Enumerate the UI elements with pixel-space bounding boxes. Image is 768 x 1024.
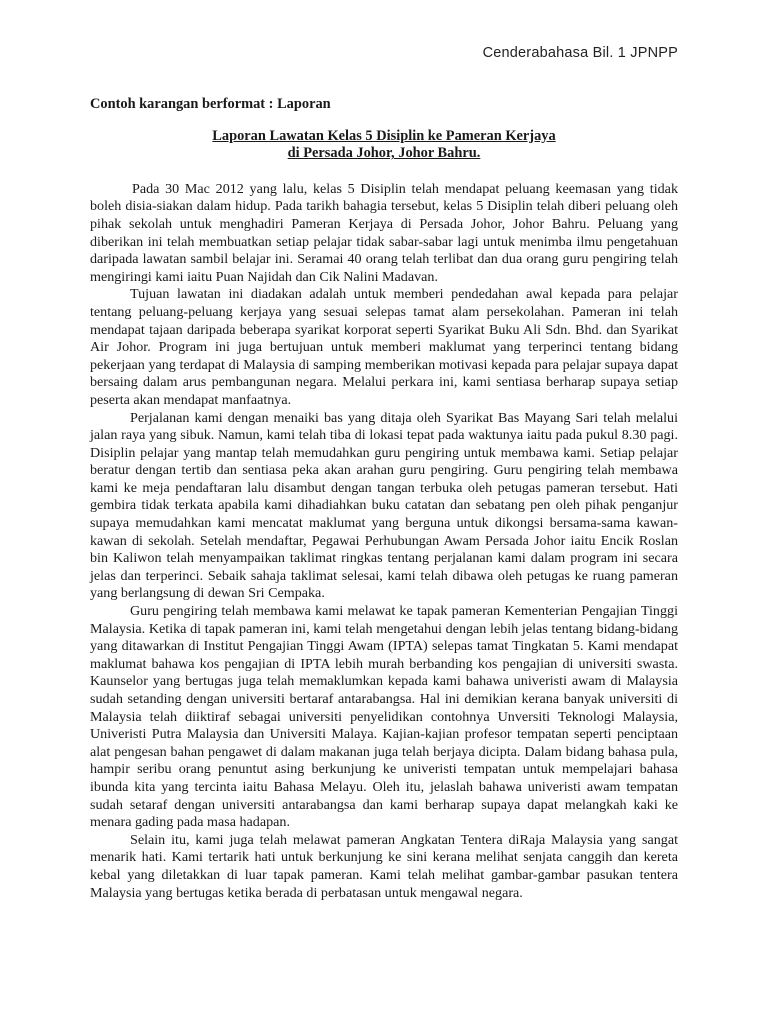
- document-body: [90, 96, 678, 902]
- paragraph-1: Pada 30 Mac 2012 yang lalu, kelas 5 Disiplin telah mendapat peluang keemasan yang tidak boleh disia-siakan dalam hidup. Pada tarikh bahagia tersebut, kelas 5 Disiplin telah diberi peluang oleh pihak sekolah untuk menghadiri Pameran Kerjaya di Persada Johor, Johor Bahru. Peluang yang diberikan ini telah membuatkan setiap pelajar tidak sabar-sabar lagi untuk menimba ilmu pengetahuan daripada lawatan sambil belajar ini. Seramai 40 orang telah terlibat dan dua orang guru pengiring telah mengiringi kami iaitu Puan Najidah dan Cik Nalini Madavan.: [90, 180, 678, 285]
- paragraph-4: Guru pengiring telah membawa kami melawat ke tapak pameran Kementerian Pengajian Tinggi Malaysia. Ketika di tapak pameran ini, kami telah mengetahui dengan lebih jelas tentang bidang-bidang yang ditawarkan di Institut Pengajian Tinggi Awam (IPTA) selepas tamat Tingkatan 5. Kami mendapat maklumat bahawa kos pengajian di IPTA lebih murah berbanding kos pengajian di universiti swasta. Kaunselor yang bertugas juga telah memaklumkan kepada kami bahawa univeristi awam di Malaysia sudah setanding dengan universiti bertaraf antarabangsa. Hal ini demikian kerana banyak universiti di Malaysia telah diiktiraf sebagai universiti penyelidikan contohnya Unversiti Teknologi Malaysia, Univeristi Putra Malaysia dan Universiti Malaya. Kajian-kajian profesor tempatan seperti penciptaan alat pengesan bahan pengawet di dalam makanan juga telah berjaya dicipta. Dalam bidang bahasa pula, hampir seribu orang penuntut asing berkunjung ke univeristi tempatan untuk mempelajari bahasa ibunda kita yang tercinta iaitu Bahasa Melayu. Oleh itu, jelaslah bahawa univeristi awam tempatan sudah setaraf dengan universiti antarabangsa dan kami berharap supaya dapat melangkah kaki ke menara gading pada masa hadapan.: [90, 603, 678, 831]
- document-source-header: Cenderabahasa Bil. 1 JPNPP: [482, 45, 678, 61]
- report-title-line-1: Laporan Lawatan Kelas 5 Disiplin ke Pameran Kerjaya: [212, 127, 556, 144]
- paragraph-3: Perjalanan kami dengan menaiki bas yang ditaja oleh Syarikat Bas Mayang Sari telah melalui jalan raya yang sibuk. Namun, kami telah tiba di lokasi tepat pada waktunya iaitu pada pukul 8.30 pagi. Disiplin pelajar yang mantap telah memudahkan guru pengiring untuk membawa kami. Setiap pelajar beratur dengan tertib dan sentiasa peka akan arahan guru pengiring. Guru pengiring telah membawa kami ke meja pendaftaran lalu disambut dengan tangan terbuka oleh petugas pameran tersebut. Hati gembira tidak terkata apabila kami dihadiahkan buku catatan dan sebatang pen oleh pihak penganjur supaya memudahkan kami mencatat maklumat yang berguna untuk dikongsi bersama-sama kawan-kawan di sekolah. Setelah mendaftar, Pegawai Perhubungan Awam Persada Johor iaitu Encik Roslan bin Kaliwon telah menyampaikan taklimat ringkas tentang perjalanan kami dalam program ini secara jelas dan terperinci. Sebaik sahaja taklimat selesai, kami telah dibawa oleh petugas ke ruang pameran yang berlangsung di dewan Sri Cempaka.: [90, 409, 678, 602]
- paragraph-5: Selain itu, kami juga telah melawat pameran Angkatan Tentera diRaja Malaysia yang sangat menarik hati. Kami tertarik hati untuk berkunjung ke sini kerana melihat senjata canggih dan kereta kebal yang diletakkan di luar tapak pameran. Kami telah melihat gambar-gambar pasukan tentera Malaysia yang bertugas ketika berada di perbatasan untuk mengawal negara.: [90, 831, 678, 901]
- report-title-line-2: di Persada Johor, Johor Bahru.: [287, 145, 481, 162]
- paragraph-2: Tujuan lawatan ini diadakan adalah untuk memberi pendedahan awal kepada para pelajar tentang peluang-peluang kerjaya yang sesuai selepas tamat alam persekolahan. Pameran ini telah mendapat tajaan daripada beberapa syarikat korporat seperti Syarikat Buku Ali Sdn. Bhd. dan Syarikat Air Johor. Program ini juga bertujuan untuk memberi maklumat yang terperinci tentang bidang pekerjaan yang terdapat di Malaysia di samping memberikan motivasi kepada para pelajar supaya dapat bersaing dalam arus pembangunan negara. Melalui perkara ini, kami sentiasa berharap supaya setiap peserta akan mendapat manfaatnya.: [90, 286, 678, 408]
- format-label: Contoh karangan berformat : Laporan: [90, 96, 331, 112]
- report-title: [90, 128, 678, 163]
